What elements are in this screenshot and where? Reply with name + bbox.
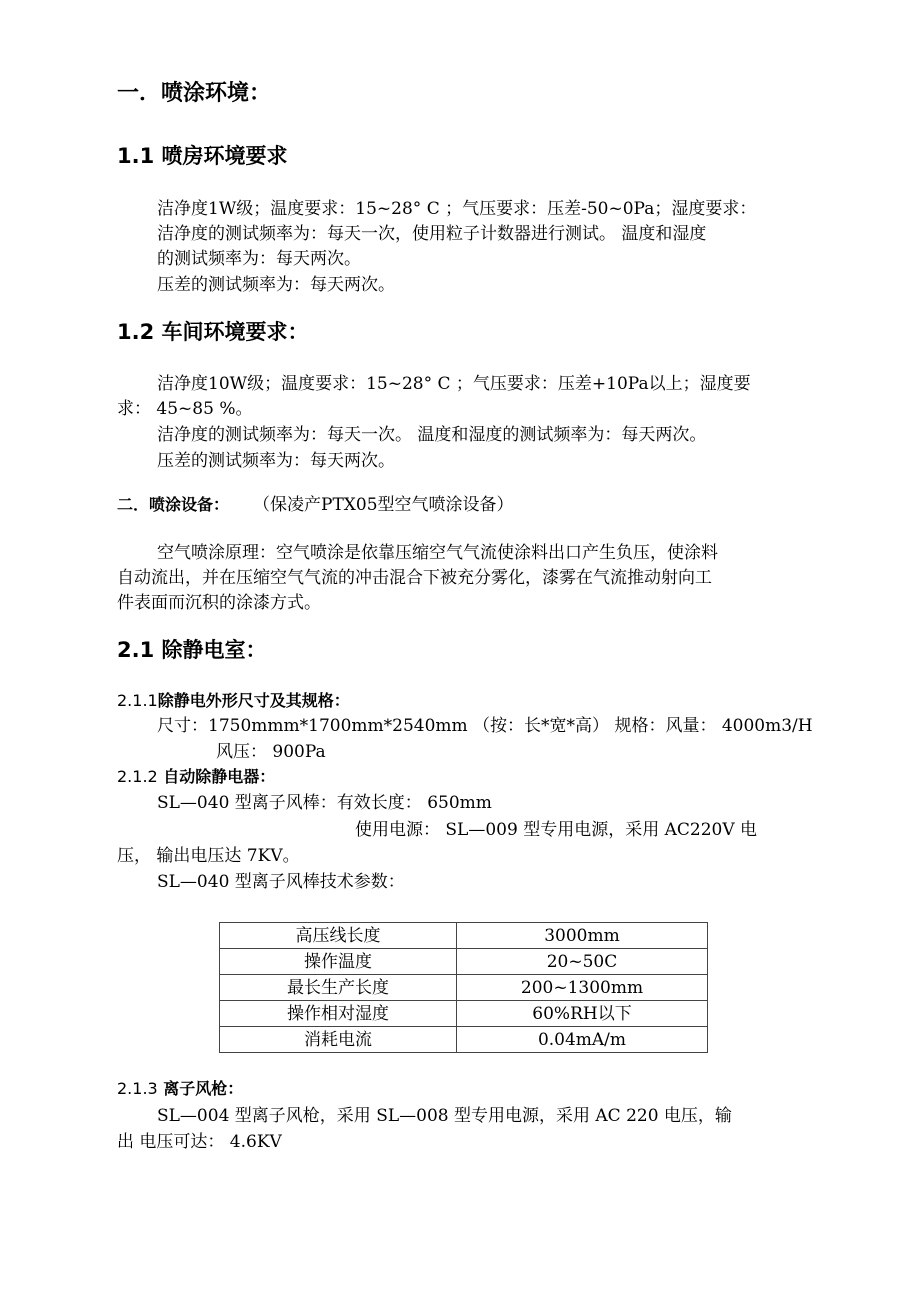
paragraph-line: 的测试频率为：每天两次。 <box>157 249 361 269</box>
table-row <box>220 923 708 949</box>
section-heading: 离子风枪： <box>163 1079 244 1098</box>
size-spec-line: 尺寸：1750mmm*1700mm*2540mm （按：长*宽*高） 规格：风量： 4000m3/H <box>157 716 813 736</box>
table-row <box>220 975 708 1001</box>
table-cell: 操作相对湿度 <box>220 1001 457 1027</box>
table-row <box>220 1027 708 1053</box>
paragraph-line: 洁净度的测试频率为：每天一次。 温度和湿度的测试频率为：每天两次。 <box>157 425 707 445</box>
table-row <box>220 1001 708 1027</box>
paragraph-line: 出 电压可达： 4.6KV <box>117 1132 282 1152</box>
section-heading: 除静电外形尺寸及其规格： <box>157 691 350 710</box>
paragraph-line: 空气喷涂原理：空气喷涂是依靠压缩空气气流使涂料出口产生负压，使涂料 <box>157 543 718 563</box>
table-cell: 最长生产长度 <box>220 975 457 1001</box>
table-row <box>220 949 708 975</box>
section2-title: 二．喷涂设备： <box>117 495 230 514</box>
pressure-spec-line: 风压： 900Pa <box>216 742 326 762</box>
section-number: 2.1.1 <box>117 691 158 710</box>
section-2-1-title: 2.1 除静电室： <box>117 638 267 662</box>
table-cell: 操作温度 <box>220 949 457 975</box>
section-number: 2.1.3 <box>117 1079 158 1098</box>
paragraph-line: 求： 45~85 %。 <box>117 399 253 419</box>
section1-title: 一．喷涂环境： <box>117 81 272 106</box>
table-cell: 3000mm <box>457 923 708 949</box>
section-1-2-title: 1.2 车间环境要求： <box>117 320 309 344</box>
section-2-1-3-title <box>117 1078 243 1100</box>
section-heading: 自动除静电器： <box>163 767 276 786</box>
paragraph-line: 压， 输出电压达 7KV。 <box>117 846 300 866</box>
section-1-1-title: 1.1 喷房环境要求 <box>117 144 288 168</box>
table-cell: 0.04mA/m <box>457 1027 708 1053</box>
table-cell: 高压线长度 <box>220 923 457 949</box>
ion-bar-spec-table <box>219 922 708 1053</box>
table-cell: 60%RH以下 <box>457 1001 708 1027</box>
paragraph-line: 洁净度10W级；温度要求：15~28° C ；气压要求：压差+10Pa以上；湿度要 <box>157 374 751 394</box>
paragraph-line: SL—040 型离子风棒：有效长度： 650mm <box>157 793 492 813</box>
table-cell: 20~50C <box>457 949 708 975</box>
paragraph-line: SL—004 型离子风枪，采用 SL—008 型专用电源，采用 AC 220 电压，输 <box>157 1106 732 1126</box>
section-2-1-2-title <box>117 766 275 788</box>
paragraph-line: 件表面而沉积的涂漆方式。 <box>117 593 321 613</box>
paragraph-line: 压差的测试频率为：每天两次。 <box>157 275 395 295</box>
section-number: 2.1.2 <box>117 767 158 786</box>
paragraph-line: 自动流出，并在压缩空气气流的冲击混合下被充分雾化，漆雾在气流推动射向工 <box>117 568 712 588</box>
section2-subtitle: （保凌产PTX05型空气喷涂设备） <box>253 495 514 515</box>
section-2-1-1-title <box>117 690 350 712</box>
paragraph-line: 洁净度的测试频率为：每天一次，使用粒子计数器进行测试。 温度和湿度 <box>157 224 707 244</box>
paragraph-line: SL—040 型离子风棒技术参数： <box>157 872 405 892</box>
paragraph-line: 压差的测试频率为：每天两次。 <box>157 451 395 471</box>
paragraph-line: 洁净度1W级；温度要求：15~28° C ；气压要求：压差-50~0Pa；湿度要求： <box>157 199 757 219</box>
table-cell: 消耗电流 <box>220 1027 457 1053</box>
table-cell: 200~1300mm <box>457 975 708 1001</box>
paragraph-line: 使用电源： SL—009 型专用电源，采用 AC220V 电 <box>355 820 758 840</box>
